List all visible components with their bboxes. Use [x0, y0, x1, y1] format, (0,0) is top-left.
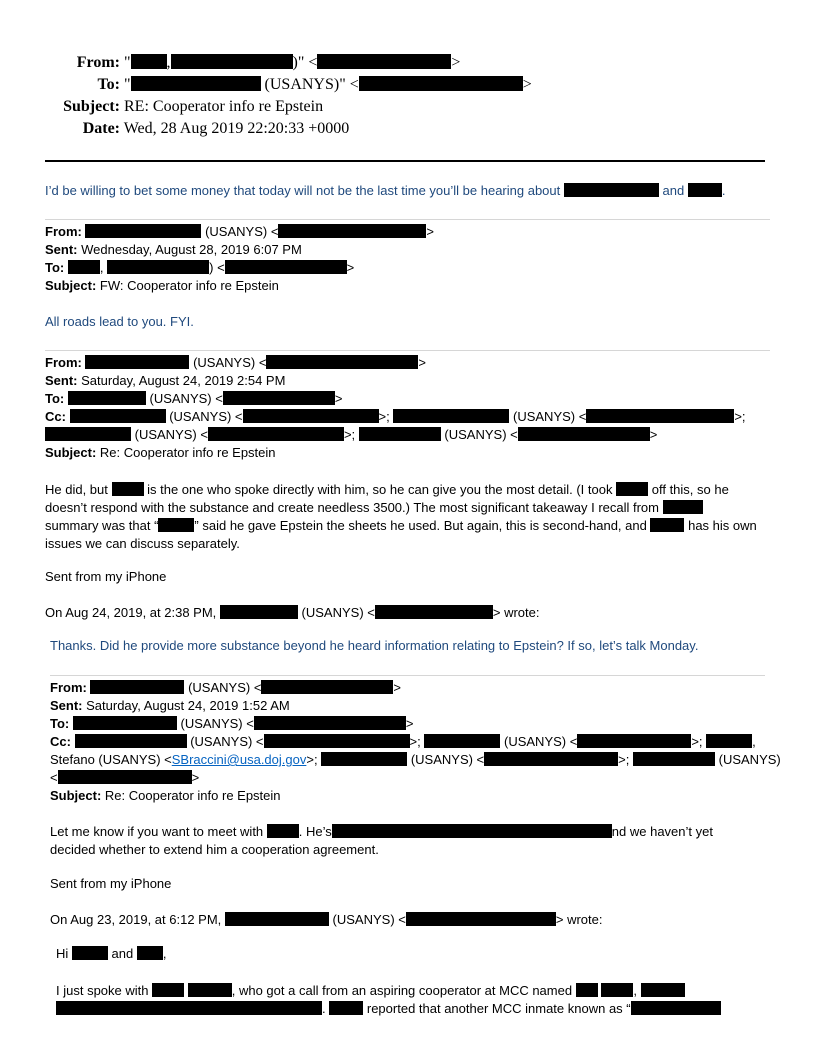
email3-cc-row-2: (USANYS) < >; (USANYS) < >	[45, 426, 657, 444]
email4-to-label: To:	[50, 716, 70, 731]
email3-cc-row: Cc: (USANYS) < >; (USANYS) < >;	[45, 409, 746, 424]
redaction	[171, 54, 293, 69]
redaction	[261, 680, 393, 694]
redaction	[45, 427, 131, 441]
message-divider	[45, 350, 770, 351]
redaction	[266, 355, 418, 369]
redaction	[225, 260, 347, 274]
redaction	[576, 983, 598, 997]
email4-cc-row-2: Stefano (USANYS) <SBraccini@usa.doj.gov>; (USANYS) < >; (USANYS)	[50, 752, 781, 767]
header-subject-value: RE: Cooperator info re Epstein	[124, 98, 324, 115]
redaction	[158, 518, 194, 532]
redaction	[152, 983, 184, 997]
email-link[interactable]: SBraccini@usa.doj.gov	[171, 752, 307, 767]
email3-to-row: To: (USANYS) < >	[45, 391, 343, 406]
email3-quote-header: On Aug 24, 2019, at 2:38 PM, (USANYS) < > wrote:	[45, 605, 540, 620]
redaction	[85, 224, 201, 238]
header-from-label: From:	[76, 54, 120, 71]
redaction	[72, 946, 108, 960]
redaction	[564, 183, 659, 197]
header-divider	[45, 160, 765, 162]
redaction	[633, 752, 715, 766]
header-to-row: To: " (USANYS)" < >	[0, 75, 532, 95]
email4-subject-row	[50, 787, 281, 805]
redaction	[68, 391, 146, 405]
email3-subject-row	[45, 444, 276, 462]
redaction	[321, 752, 407, 766]
redaction	[706, 734, 752, 748]
redaction	[424, 734, 500, 748]
email3-body-line-1: He did, but is the one who spoke directly with him, so he can give you the most detail. (I took off this, so he	[45, 482, 729, 497]
email2-sent-label: Sent:	[45, 242, 78, 257]
redaction	[641, 983, 685, 997]
redaction	[131, 54, 167, 69]
email2-sent-row	[45, 241, 302, 259]
redaction	[188, 983, 232, 997]
redaction	[243, 409, 379, 423]
email4-from-row: From: (USANYS) < >	[50, 680, 402, 695]
redaction	[586, 409, 734, 423]
email3-sent-value: Saturday, August 24, 2019 2:54 PM	[81, 373, 286, 388]
email2-subject-value: FW: Cooperator info re Epstein	[99, 278, 279, 293]
redaction	[137, 946, 163, 960]
redaction	[131, 76, 261, 91]
email3-sent-label: Sent:	[45, 373, 78, 388]
email4-sent-label: Sent:	[50, 698, 83, 713]
email3-from-label: From:	[45, 355, 82, 370]
email2-subject-row	[45, 277, 279, 295]
redaction	[70, 409, 166, 423]
redaction	[332, 824, 612, 838]
redaction	[406, 912, 556, 926]
redaction	[107, 260, 209, 274]
redaction	[577, 734, 691, 748]
redaction	[208, 427, 344, 441]
email4-subject-label: Subject:	[50, 788, 102, 803]
email5-greeting: Hi and ,	[56, 946, 167, 961]
redaction	[650, 518, 684, 532]
redaction	[56, 1001, 322, 1015]
email3-sent-row	[45, 372, 285, 390]
email3-to-label: To:	[45, 391, 65, 406]
email3-signature: Sent from my iPhone	[45, 569, 167, 584]
redaction	[225, 912, 329, 926]
redaction	[73, 716, 177, 730]
email2-from-row: From: (USANYS) < >	[45, 224, 435, 239]
redaction	[518, 427, 650, 441]
redaction	[75, 734, 187, 748]
email4-subject-value: Re: Cooperator info re Epstein	[104, 788, 281, 803]
redaction	[359, 427, 441, 441]
redaction	[267, 824, 299, 838]
email2-sent-value: Wednesday, August 28, 2019 6:07 PM	[81, 242, 302, 257]
redaction	[688, 183, 722, 197]
header-subject-row	[0, 97, 323, 117]
email2-from-label: From:	[45, 224, 82, 239]
email3-cc-label: Cc:	[45, 409, 66, 424]
header-date-row	[0, 119, 349, 139]
redaction	[329, 1001, 363, 1015]
redaction	[359, 76, 523, 91]
redaction	[58, 770, 192, 784]
email2-body: All roads lead to you. FYI.	[45, 314, 194, 329]
email4-cc-row: Cc: (USANYS) < >; (USANYS) < >; ,	[50, 734, 756, 749]
header-date-value: Wed, 28 Aug 2019 22:20:33 +0000	[123, 120, 350, 137]
email3-body-line-3: summary was that “ ” said he gave Epstein the sheets he used. But again, this is second-hand, and has his own	[45, 518, 757, 533]
redaction	[90, 680, 184, 694]
email3-body-line-2: doesn’t respond with the substance and create needless 3500.) The most significant takeaway I recall from	[45, 499, 703, 517]
email3-from-row: From: (USANYS) < >	[45, 355, 427, 370]
message-divider	[45, 219, 770, 220]
redaction	[484, 752, 618, 766]
email4-cc-row-3: < >	[50, 770, 200, 785]
email4-cc-label: Cc:	[50, 734, 71, 749]
email3-quoted-text: Thanks. Did he provide more substance beyond he heard information relating to Epstein? If so, let’s talk Monday.	[50, 638, 699, 653]
redaction	[616, 482, 648, 496]
email4-signature: Sent from my iPhone	[50, 876, 172, 891]
redaction	[264, 734, 410, 748]
redaction	[112, 482, 144, 496]
top-message: I’d be willing to bet some money that today will not be the last time you’ll be hearing about and .	[45, 183, 726, 198]
redaction	[631, 1001, 721, 1015]
email2-to-row: To: , ) < >	[45, 260, 355, 275]
email5-line-2: . reported that another MCC inmate known as “	[56, 1000, 721, 1018]
email3-subject-label: Subject:	[45, 445, 97, 460]
redaction	[223, 391, 335, 405]
redaction	[317, 54, 451, 69]
email4-from-label: From:	[50, 680, 87, 695]
redaction	[254, 716, 406, 730]
email3-body-line-4: issues we can discuss separately.	[45, 536, 240, 551]
redaction	[220, 605, 298, 619]
header-date-label: Date:	[82, 120, 120, 137]
header-subject-label: Subject:	[63, 98, 120, 115]
header-to-label: To:	[97, 76, 120, 93]
email4-sent-row	[50, 697, 290, 715]
email2-subject-label: Subject:	[45, 278, 97, 293]
message-divider	[50, 675, 765, 676]
email2-to-label: To:	[45, 260, 65, 275]
redaction	[375, 605, 493, 619]
email5-line-1: I just spoke with , who got a call from an aspiring cooperator at MCC named ,	[56, 982, 685, 1000]
email4-quote-header: On Aug 23, 2019, at 6:12 PM, (USANYS) < > wrote:	[50, 912, 603, 927]
email4-body-line-2: decided whether to extend him a cooperation agreement.	[50, 842, 379, 857]
header-from-text: "	[124, 54, 131, 71]
email4-sent-value: Saturday, August 24, 2019 1:52 AM	[86, 698, 290, 713]
email4-body-line-1: Let me know if you want to meet with . He’s nd we haven’t yet	[50, 824, 713, 839]
redaction	[278, 224, 426, 238]
redaction	[393, 409, 509, 423]
redaction	[663, 500, 703, 514]
email3-subject-value: Re: Cooperator info re Epstein	[99, 445, 276, 460]
redaction	[85, 355, 189, 369]
redaction	[601, 983, 633, 997]
header-from-row: From: " , )" < >	[0, 53, 460, 73]
email4-to-row: To: (USANYS) < >	[50, 716, 414, 731]
redaction	[68, 260, 100, 274]
